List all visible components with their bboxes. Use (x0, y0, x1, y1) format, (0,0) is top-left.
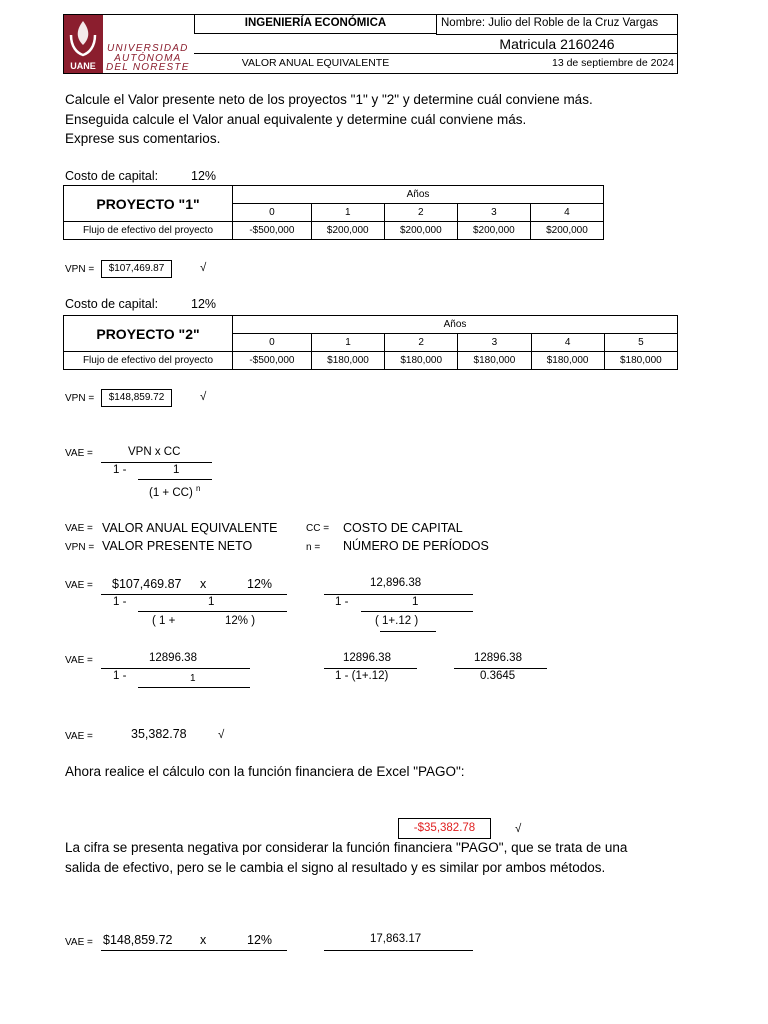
calc1-one: 1 (208, 596, 215, 608)
project1-table (63, 185, 604, 240)
formula-denominator (149, 484, 200, 499)
calc1-sub-line (138, 611, 287, 612)
calc1-result-num: 12,896.38 (370, 577, 422, 589)
p2-cost-label: Costo de capital: (65, 297, 159, 311)
document-date: 13 de septiembre de 2024 (551, 57, 674, 69)
p1-flow: $200,000 (384, 222, 457, 240)
legend-cc-abbr: CC = (306, 523, 330, 534)
topic-title: VALOR ANUAL EQUIVALENTE (241, 57, 390, 69)
p2-year: 1 (311, 334, 384, 352)
calc3-vae-label: VAE = (65, 937, 93, 948)
calc2-den-b: 1 - (1+.12) (335, 670, 389, 682)
calc2a-one: 1 (190, 673, 196, 684)
excel-pago-value: -$35,382.78 (398, 818, 491, 839)
legend-n-text: NÚMERO DE PERÍODOS (343, 539, 489, 553)
p2-flow: $180,000 (385, 352, 458, 370)
p1-year: 1 (311, 204, 384, 222)
legend-vae-abbr: VAE = (65, 523, 93, 534)
logo-line-2: AUTÓNOMA (114, 52, 182, 64)
instruction-line-2: Enseguida calcule el Valor anual equivalente y determine cuál conviene más. (65, 112, 527, 127)
calc3b-main-line (324, 950, 473, 951)
course-title: INGENIERÍA ECONÓMICA (244, 17, 387, 29)
p2-years-label: Años (233, 316, 678, 334)
calc3-result-num: 17,863.17 (370, 933, 422, 945)
p1-cost-value: 12% (191, 169, 217, 183)
calc1b-sub-line (361, 611, 473, 612)
p2-flow: -$500,000 (233, 352, 312, 370)
p2-flow: $180,000 (458, 352, 531, 370)
formula-exponent: n (195, 484, 201, 493)
p1-years-label: Años (233, 186, 604, 204)
p2-vpn-label: VPN = (65, 393, 95, 404)
instruction-line-3: Exprese sus comentarios. (65, 131, 221, 146)
calc1-paren-rate: 12% ) (225, 615, 256, 627)
p1-flow: $200,000 (457, 222, 530, 240)
p2-row-label: Flujo de efectivo del proyecto (64, 352, 233, 370)
calc1-main-line (101, 594, 287, 595)
p2-year: 3 (458, 334, 531, 352)
legend-vpn-text: VALOR PRESENTE NETO (102, 539, 253, 553)
legend-vae-text: VALOR ANUAL EQUIVALENTE (102, 521, 278, 535)
calc1-times: x (200, 577, 207, 591)
logo-mark-text: UANE (70, 61, 96, 71)
calc3-vpn: $148,859.72 (103, 933, 173, 947)
excel-prompt: Ahora realice el cálculo con la función financiera de Excel "PAGO": (65, 764, 465, 779)
project2-table (63, 315, 678, 370)
p1-vpn-value: $107,469.87 (101, 260, 172, 278)
calc3-times: x (200, 933, 207, 947)
calc1b-one: 1 (412, 596, 419, 608)
excel-check: √ (515, 823, 522, 835)
calc2-vae-label: VAE = (65, 655, 93, 666)
calc1-vae-label: VAE = (65, 580, 93, 591)
calc2a-sub-line (138, 687, 250, 688)
calc3-rate: 12% (247, 933, 273, 947)
calc2-den-c: 0.3645 (480, 670, 516, 682)
legend-vpn-abbr: VPN = (65, 542, 95, 553)
legend-n-abbr: n = (306, 542, 321, 553)
p2-flow: $180,000 (531, 352, 604, 370)
p1-year: 2 (384, 204, 457, 222)
student-name: Nombre: Julio del Roble de la Cruz Vargas (441, 17, 659, 29)
excel-comment-line-2: salida de efectivo, pero se le cambia el signo al resultado y es similar por ambos métodos. (65, 860, 606, 875)
p1-row-label: Flujo de efectivo del proyecto (64, 222, 233, 240)
calc1-one-minus: 1 - (113, 596, 127, 608)
p1-cost-label: Costo de capital: (65, 169, 159, 183)
calc2c-main-line (454, 668, 547, 669)
p2-year: 5 (604, 334, 677, 352)
calc2-num-c: 12896.38 (474, 652, 522, 664)
excel-comment-line-1: La cifra se presenta negativa por considerar la función financiera "PAGO", que se trata de una (65, 840, 628, 855)
p1-title: PROYECTO "1" (64, 186, 233, 222)
calc1-paren-open: ( 1 + (152, 615, 176, 627)
calc1b-one-minus: 1 - (335, 596, 349, 608)
p2-cost-value: 12% (191, 297, 217, 311)
result1-check: √ (218, 729, 225, 741)
result1-vae-label: VAE = (65, 731, 93, 742)
calc1-rate: 12% (247, 577, 273, 591)
calc2-num-b: 12896.38 (343, 652, 391, 664)
formula-sub-line (138, 479, 212, 480)
result1-value: 35,382.78 (131, 727, 187, 741)
p2-flow: $180,000 (311, 352, 384, 370)
p1-year: 4 (530, 204, 603, 222)
formula-one: 1 (173, 464, 180, 476)
calc1b-main-line (324, 594, 473, 595)
logo-line-3: DEL NORESTE (106, 62, 190, 73)
formula-main-line (101, 462, 212, 463)
instruction-line-1: Calcule el Valor presente neto de los proyectos "1" y "2" y determine cuál conviene más. (65, 92, 593, 107)
calc1b-paren: ( 1+.12 ) (375, 615, 419, 627)
header-divider-2 (194, 53, 678, 54)
p2-vpn-value: $148,859.72 (101, 389, 172, 407)
student-matricula: Matricula 2160246 (499, 36, 615, 52)
p2-title: PROYECTO "2" (64, 316, 233, 352)
calc2a-one-minus: 1 - (113, 670, 127, 682)
formula-one-minus: 1 - (113, 464, 127, 476)
p1-year: 3 (457, 204, 530, 222)
formula-vae-label: VAE = (65, 448, 93, 459)
p1-flow: -$500,000 (233, 222, 312, 240)
p2-year: 0 (233, 334, 312, 352)
p2-flow: $180,000 (604, 352, 677, 370)
calc2b-main-line (324, 668, 417, 669)
p2-year: 4 (531, 334, 604, 352)
calc2a-main-line (101, 668, 250, 669)
legend-cc-text: COSTO DE CAPITAL (343, 521, 463, 535)
p1-check: √ (200, 262, 207, 274)
logo-line-1: UNIVERSIDAD (107, 43, 189, 54)
p1-vpn-label: VPN = (65, 264, 95, 275)
header-divider-1 (436, 34, 678, 35)
p2-year: 2 (385, 334, 458, 352)
calc3-main-line (101, 950, 287, 951)
p1-year: 0 (233, 204, 312, 222)
p2-check: √ (200, 391, 207, 403)
calc1-vpn: $107,469.87 (112, 577, 182, 591)
formula-numerator: VPN x CC (128, 446, 181, 458)
formula-denominator-text: (1 + CC) (149, 486, 193, 499)
p1-flow: $200,000 (530, 222, 603, 240)
p1-flow: $200,000 (311, 222, 384, 240)
calc2-num-a: 12896.38 (149, 652, 197, 664)
calc1b-underline (380, 631, 436, 632)
